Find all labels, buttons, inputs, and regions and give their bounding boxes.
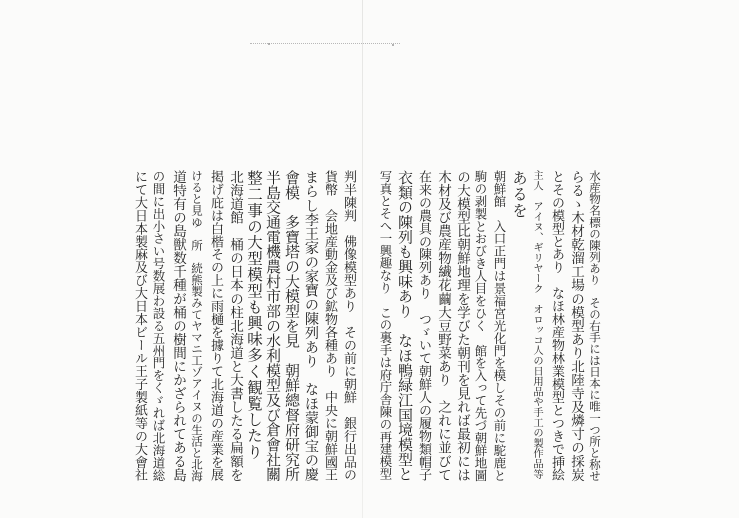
text-column: 北海道館 桶の日本の柱北海道と大書したる扁額を [227,170,243,482]
top-dotted-line [250,43,400,45]
text-column: 駒の剥製とおびき人目をひく 館を入って先づ朝鮮地圖 [473,170,488,482]
text-column: 衣類の陳列も興味あり なほ鴨緑江国境模型と [396,170,413,482]
text-column: 朝鮮館 入口正門は景福宮光化門を模しその前に駝鹿と [492,170,507,482]
text-column: 半島交通電機農村市部の水利模型及び倉會社關 [264,170,281,482]
text-column: まらし李王家の家寶の陳列あり なほ蒙御宝の慶 [303,170,319,482]
text-column: の間に出小さい号数展わ設る五州門をくゞれば北海道総 [151,170,166,482]
scan-speck [392,44,394,46]
text-column: 主人 アイヌ、ギリヤーク オロッコ人の日用品や手工の製作品等 [531,170,543,479]
text-column: 會模 多寶塔の大模型を見 朝鮮總督府研究所 [283,170,300,482]
text-column: らるゝ木材乾溜工場の模型あり北陸寺及燐寸の採炭 [568,170,584,482]
text-column: とその模型とあり なほ林産物林業模型とつきで挿絵 [549,170,564,482]
text-column: の大模型比朝鮮地理を学びた朝刊を見れば最初には [454,170,470,482]
text-column: 貨幣 会地産動金及び鉱物各種あり 中央に朝鮮國王 [322,170,337,482]
text-column: 道特有の島獣数千種が桶の樹間にかざられてある島 [170,170,186,482]
page-gutter [362,0,363,518]
text-column: 掲げ庇は白楷その上に雨樋を據りて北海道の産業を展 [208,170,223,482]
text-column: けると見ゆ 所 続熊製みてヤマニ工ゾアイヌの生活と北海 [190,170,204,482]
text-column: 写真とそへ一興趣なり この裏手は府庁舎陳の再建模型 [378,170,393,480]
text-column: 水産物名標の陳列あり その右手には日本に唯一つ所と称せ [588,170,602,482]
text-column: あるを [510,170,528,219]
text-column: 整二事の大型模型も興味多く観覧したり [245,170,263,460]
text-column: 在来の農具の陳列あり つゞいて朝鮮人の履物類帽子 [416,170,431,482]
scan-speck [268,43,270,45]
text-column: にて大日本製麻及び大日本ビール王子製紙等の大會社 [132,170,147,482]
text-column: 木材及び農産物繊花繭大豆野菜あり 之れに並びて [435,170,451,482]
text-column: 判半陳判 佛像模型あり その前に朝鮮 銀行出品の [341,170,356,482]
